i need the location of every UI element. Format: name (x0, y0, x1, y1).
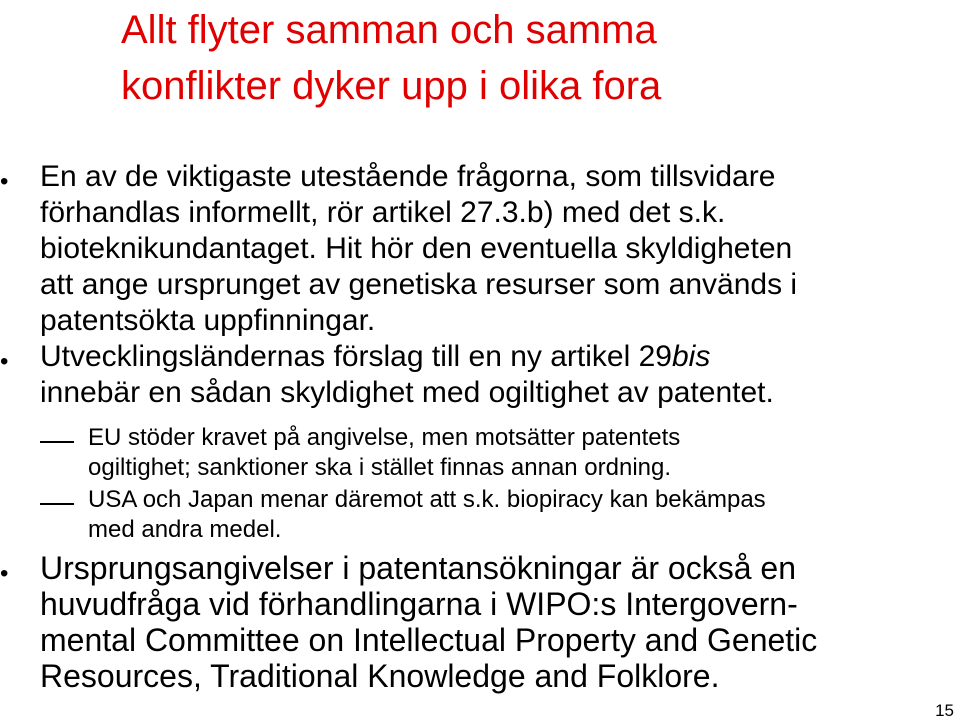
italic-term: bis (671, 340, 711, 373)
sub-bullet-line: USA och Japan menar däremot att s.k. biopiracy kan bekämpas (88, 486, 766, 513)
bullet-line: En av de viktigaste utestående frågorna, som tillsvidare (40, 160, 776, 193)
sub-bullet-line: EU stöder kravet på angivelse, men motsätter patentets (88, 424, 681, 451)
bullet-line: mental Committee on Intellectual Property and Genetic (40, 622, 818, 658)
bullet-line: innebär en sådan skyldighet med ogiltighet av patentet. (40, 376, 774, 409)
sub-bullet-line: ogiltighet; sanktioner ska i stället finnas annan ordning. (88, 454, 672, 481)
bullet-line: Resources, Traditional Knowledge and Folklore. (40, 658, 720, 694)
sub-bullet-line: med andra medel. (88, 516, 282, 543)
dash-marker (40, 441, 74, 443)
bullet-marker: • (0, 168, 9, 195)
bullet-line: Ursprungsangivelser i patentansökningar är också en (40, 550, 796, 586)
page-number: 15 (935, 701, 954, 720)
bullet-line: patentsökta uppfinningar. (40, 304, 376, 337)
bullet-line: förhandlas informellt, rör artikel 27.3.b) med det s.k. (40, 196, 726, 229)
bullet-text: Utvecklingsländernas förslag till en ny artikel 29 (40, 340, 672, 373)
title-line: Allt flyter samman och samma (121, 8, 657, 52)
dash-marker (40, 503, 74, 505)
bullet-marker: • (0, 348, 9, 375)
bullet-line: bioteknikundantaget. Hit hör den eventuella skyldigheten (40, 232, 793, 265)
title-line: konflikter dyker upp i olika fora (121, 64, 662, 108)
bullet-marker: • (0, 560, 9, 587)
slide-title (121, 2, 941, 114)
bullet-line: huvudfråga vid förhandlingarna i WIPO:s Intergovern- (40, 586, 798, 622)
bullet-line: att ange ursprunget av genetiska resurser som används i (40, 268, 798, 301)
bullet-line (40, 340, 710, 374)
